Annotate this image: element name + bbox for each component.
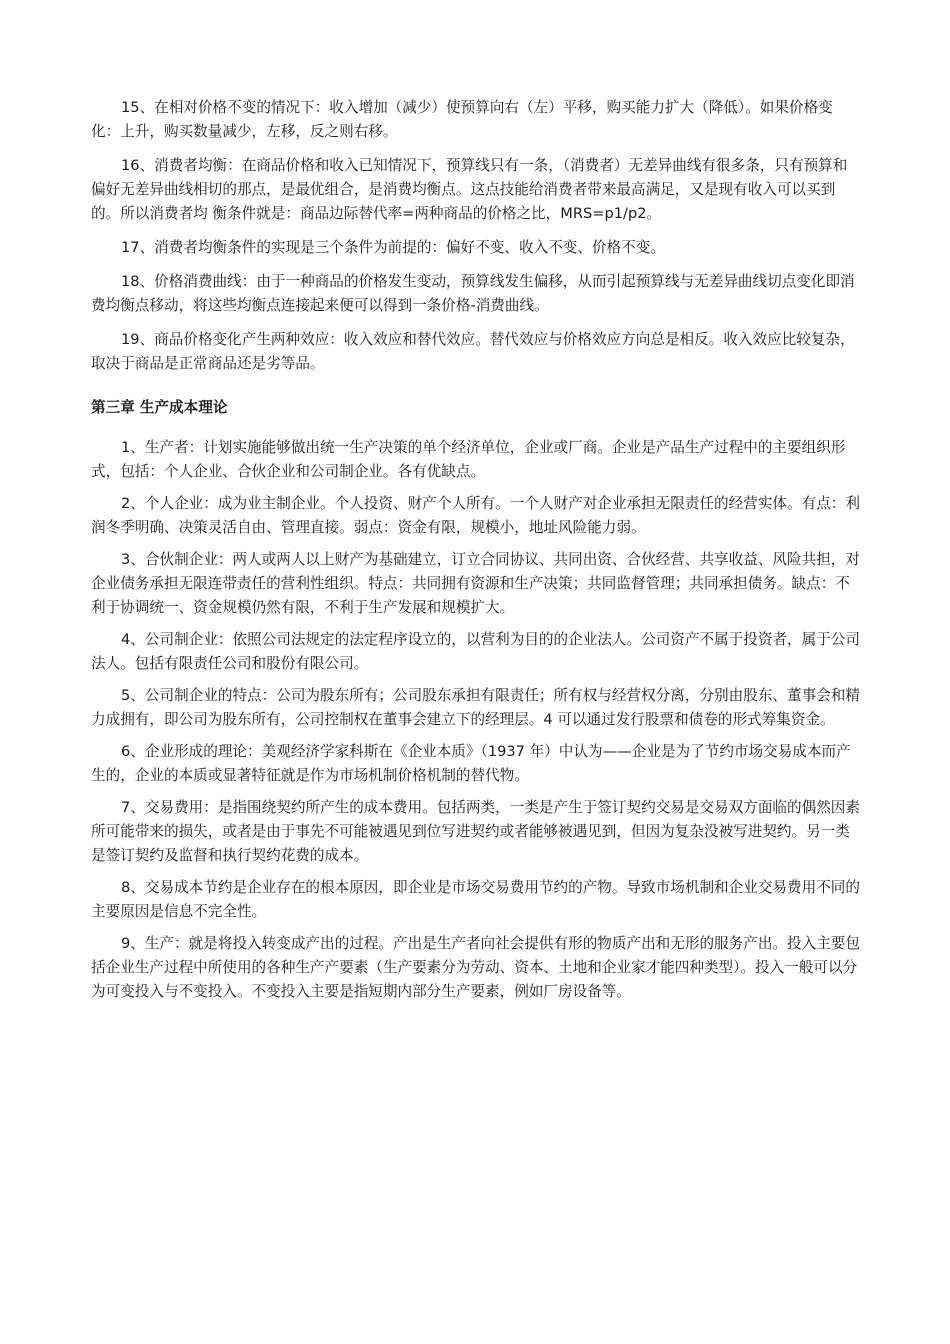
chapter-paragraph-1: 1、生产者：计划实施能够做出统一生产决策的单个经济单位，企业或厂商。企业是产品生产过程中的主要组织形式，包括：个人企业、合伙企业和公司制企业。各有优缺点。 [91,439,846,480]
chapter-paragraph-3: 3、合伙制企业：两人或两人以上财产为基础建立，订立合同协议、共同出资、合伙经营、共享收益、风险共担，对企业债务承担无限连带责任的营利性组织。特点：共同拥有资源和生产决策；共同监督管理；共同承担债务。缺点：不利于协调统一、资金规模仍然有限，不利于生产发展和规模扩大。 [91,551,860,616]
chapter-paragraph-6: 6、企业形成的理论：美观经济学家科斯在《企业本质》（1937 年）中认为——企业是为了节约市场交易成本而产生的，企业的本质或显著特征就是作为市场机制价格机制的替代物。 [91,743,851,784]
chapter-paragraph-4: 4、公司制企业：依照公司法规定的法定程序设立的，以营利为目的的企业法人。公司资产不属于投资者，属于公司法人。包括有限责任公司和股份有限公司。 [91,631,860,672]
chapter-paragraph-8: 8、交易成本节约是企业存在的根本原因，即企业是市场交易费用节约的产物。导致市场机制和企业交易费用不同的主要原因是信息不完全性。 [91,879,860,920]
chapter-paragraph-5: 5、公司制企业的特点：公司为股东所有；公司股东承担有限责任；所有权与经营权分离，分别由股东、董事会和精力成拥有，即公司为股东所有，公司控制权在董事会建立下的经理层。4 可以通过发行股票和债卷的形式筹集资金。 [91,687,860,728]
paragraph-16: 16、消费者均衡：在商品价格和收入已知情况下，预算线只有一条，（消费者）无差异曲线有很多条，只有预算和偏好无差异曲线相切的那点，是最优组合，是消费均衡点。这点技能给消费者带来最高满足，又是现有收入可以买到的。所以消费者均 衡条件就是：商品边际替代率=两种商品的价格之比，MRS=p1/p2。 [91,157,848,222]
chapter-paragraph-2: 2、个人企业：成为业主制企业。个人投资、财产个人所有。一个人财产对企业承担无限责任的经营实体。有点：利润冬季明确、决策灵活自由、管理直接。弱点：资金有限，规模小，地址风险能力弱。 [91,495,860,536]
paragraph-18: 18、价格消费曲线：由于一种商品的价格发生变动，预算线发生偏移，从而引起预算线与无差异曲线切点变化即消费均衡点移动，将这些均衡点连接起来便可以得到一条价格-消费曲线。 [91,273,855,314]
paragraph-17: 17、消费者均衡条件的实现是三个条件为前提的：偏好不变、收入不变、价格不变。 [121,239,665,256]
chapter-paragraph-9: 9、生产：就是将投入转变成产出的过程。产出是生产者向社会提供有形的物质产出和无形的服务产出。投入主要包括企业生产过程中所使用的各种生产产要素（生产要素分为劳动、资本、土地和企业家才能四种类型）。投入一般可以分为可变投入与不变投入。不变投入主要是指短期内部分生产要素，例如厂房设备等。 [91,935,860,1000]
paragraph-19: 19、商品价格变化产生两种效应：收入效应和替代效应。替代效应与价格效应方向总是相反。收入效应比较复杂，取决于商品是正常商品还是劣等品。 [91,331,855,372]
chapter-paragraph-7: 7、交易费用：是指围绕契约所产生的成本费用。包括两类，一类是产生于签订契约交易是交易双方面临的偶然因素所可能带来的损失，或者是由于事先不可能被遇见到位写进契约或者能够被遇见到，但因为复杂没被写进契约。另一类是签订契约及监督和执行契约花费的成本。 [91,799,860,864]
document-body [91,96,861,1012]
chapter-title: 第三章 生产成本理论 [91,399,228,416]
paragraph-15: 15、在相对价格不变的情况下：收入增加（减少）使预算向右（左）平移，购买能力扩大（降低）。如果价格变化：上升，购买数量减少，左移，反之则右移。 [91,99,833,140]
